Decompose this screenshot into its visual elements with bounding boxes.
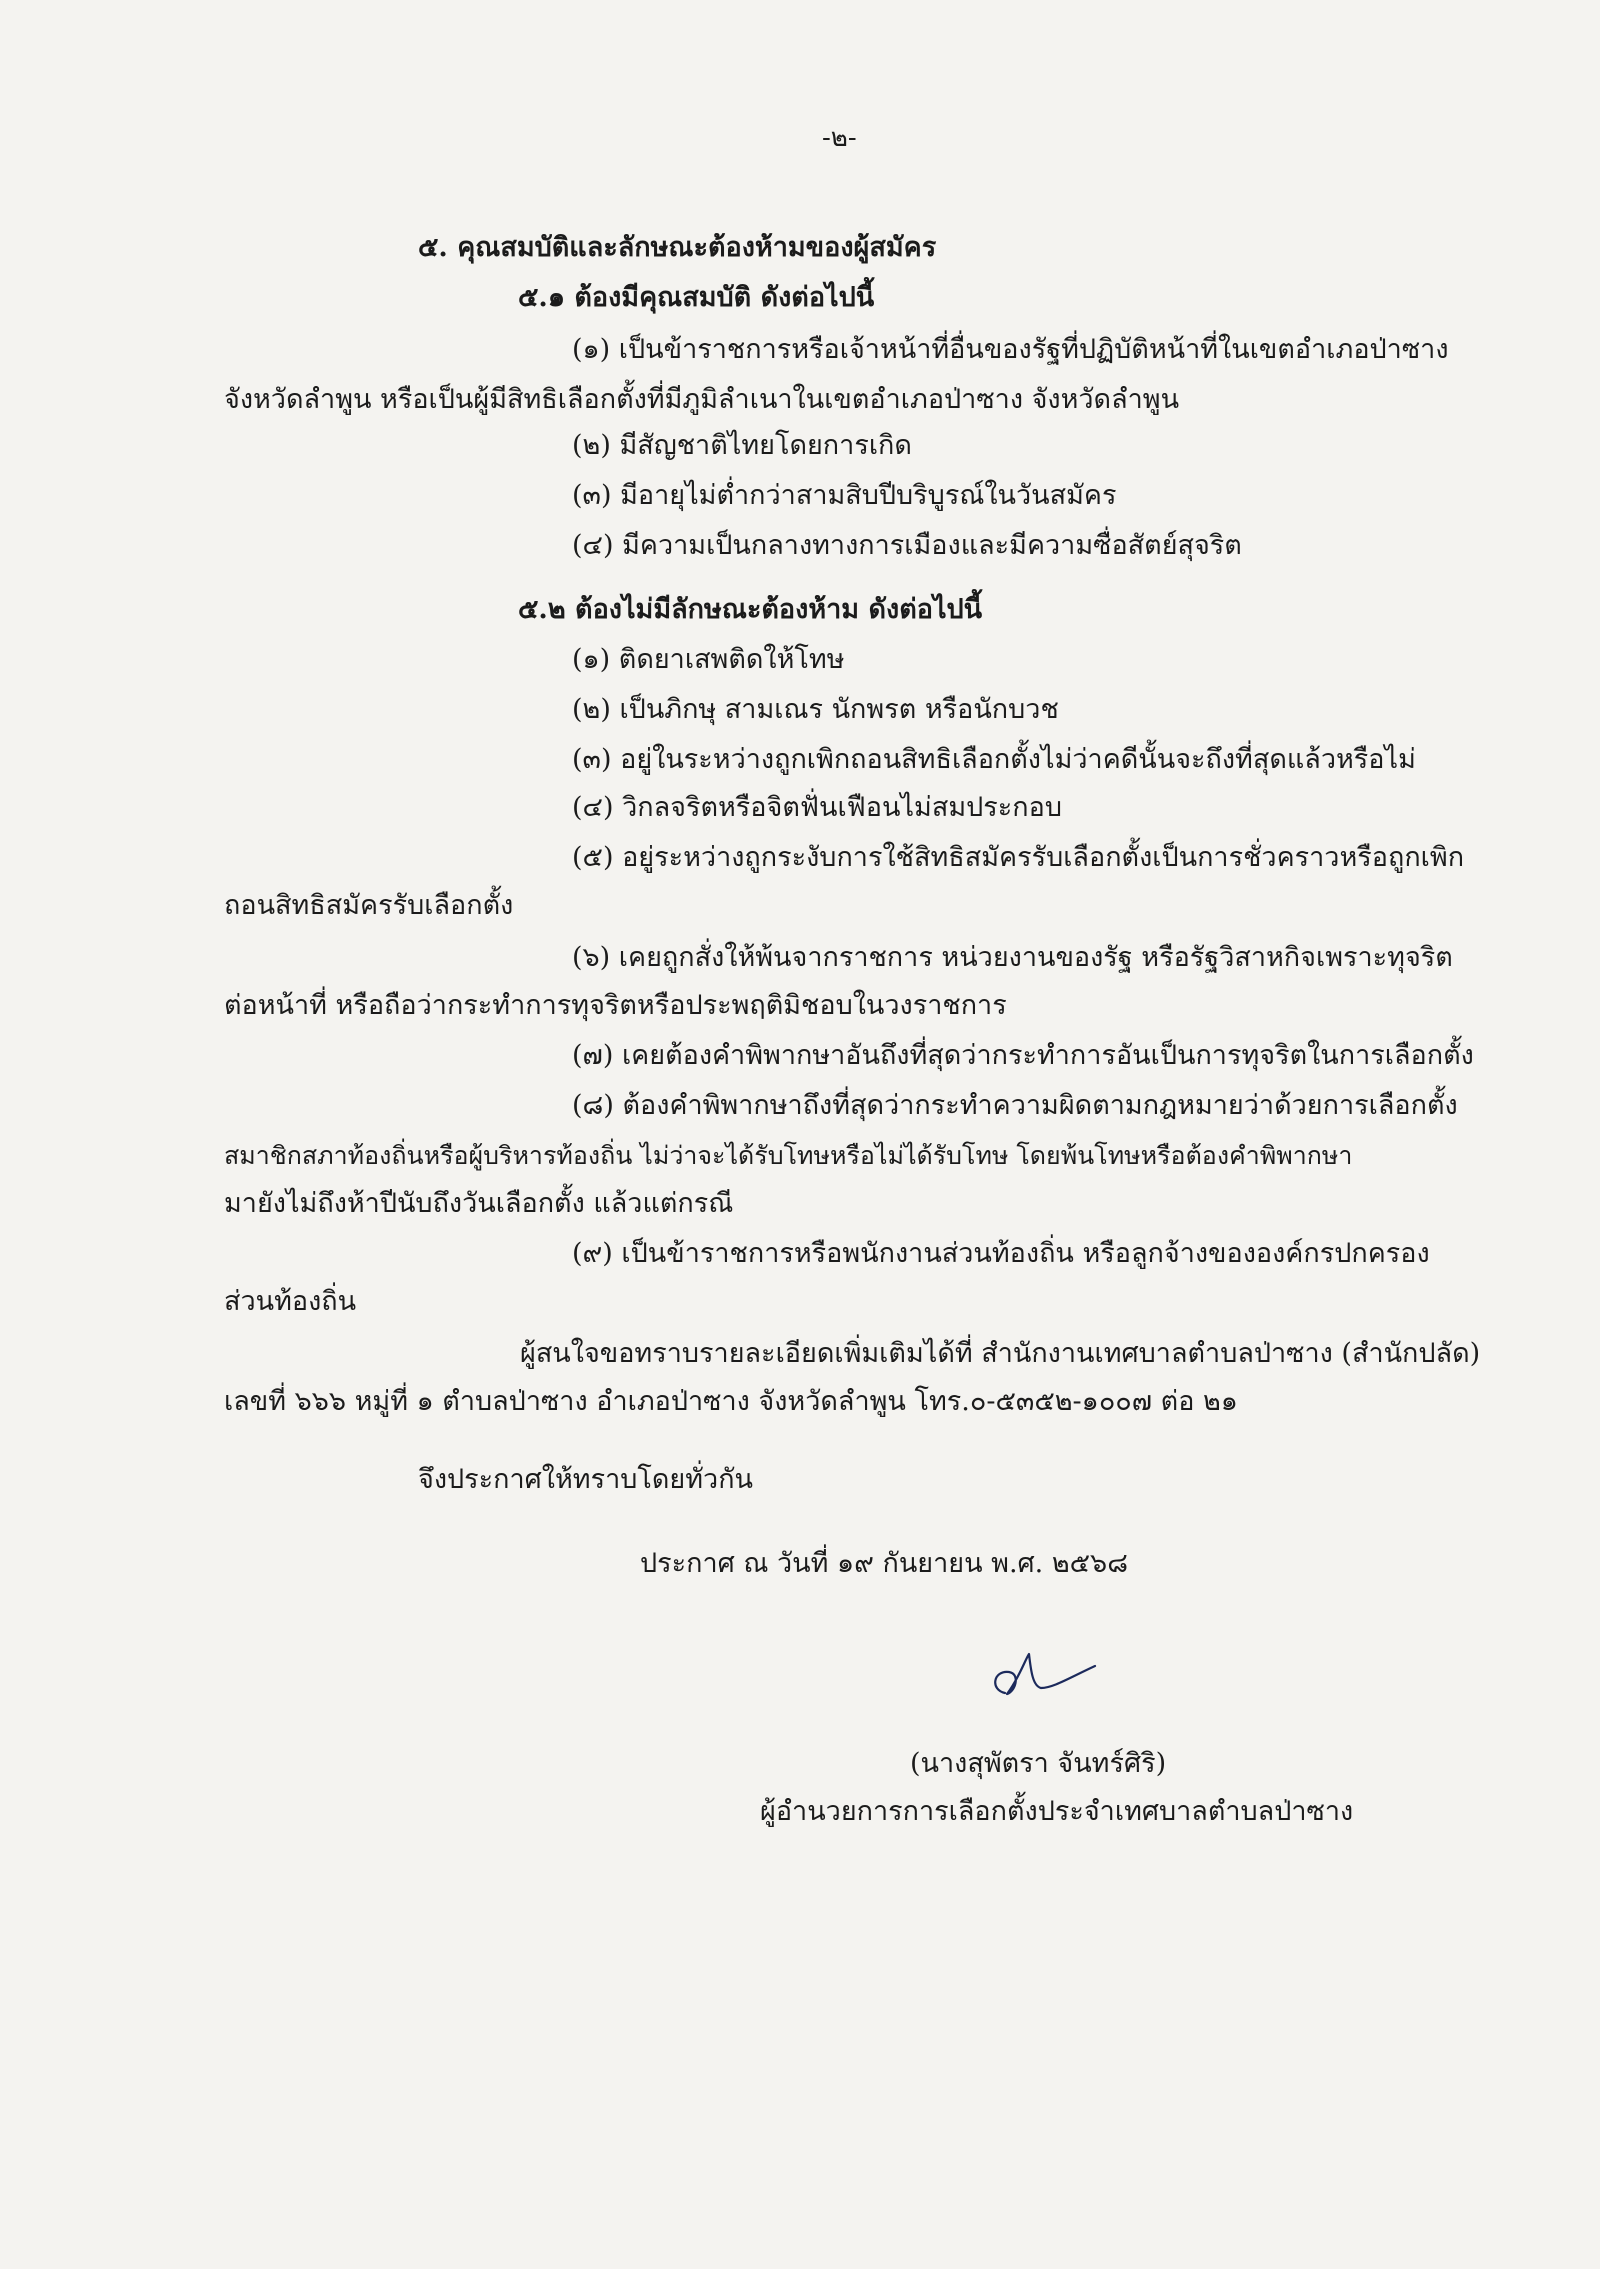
prohibition-2: (๒) เป็นภิกษุ สามเณร นักพรต หรือนักบวช [572,694,1059,725]
page-number: -๒- [822,123,857,153]
prohibition-9-cont: ส่วนท้องถิ่น [224,1286,357,1317]
qualification-1-cont: จังหวัดลำพูน หรือเป็นผู้มีสิทธิเลือกตั้งที่มีภูมิลำเนาในเขตอำเภอป่าซาง จังหวัดลำพูน [224,384,1180,415]
section-5-2-heading: ๕.๒ ต้องไม่มีลักษณะต้องห้าม ดังต่อไปนี้ [518,594,983,625]
qualification-2: (๒) มีสัญชาติไทยโดยการเกิด [572,430,912,461]
signature [985,1648,1105,1708]
contact-line-2: เลขที่ ๖๖๖ หมู่ที่ ๑ ตำบลป่าซาง อำเภอป่าซาง จังหวัดลำพูน โทร.๐-๕๓๕๒-๑๐๐๗ ต่อ ๒๑ [224,1386,1238,1417]
prohibition-6-cont: ต่อหน้าที่ หรือถือว่ากระทำการทุจริตหรือประพฤติมิชอบในวงราชการ [224,990,1007,1021]
prohibition-5: (๕) อยู่ระหว่างถูกระงับการใช้สิทธิสมัครรับเลือกตั้งเป็นการชั่วคราวหรือถูกเพิก [572,842,1465,873]
contact-line-1: ผู้สนใจขอทราบรายละเอียดเพิ่มเติมได้ที่ สำนักงานเทศบาลตำบลป่าซาง (สำนักปลัด) [520,1338,1481,1369]
qualification-1: (๑) เป็นข้าราชการหรือเจ้าหน้าที่อื่นของรัฐที่ปฏิบัติหน้าที่ในเขตอำเภอป่าซาง [572,334,1449,365]
prohibition-9: (๙) เป็นข้าราชการหรือพนักงานส่วนท้องถิ่น หรือลูกจ้างขององค์กรปกครอง [572,1238,1430,1269]
prohibition-8-cont-2: มายังไม่ถึงห้าปีนับถึงวันเลือกตั้ง แล้วแต่กรณี [224,1188,734,1219]
section-5-heading: ๕. คุณสมบัติและลักษณะต้องห้ามของผู้สมัคร [418,232,937,263]
prohibition-8: (๘) ต้องคำพิพากษาถึงที่สุดว่ากระทำความผิดตามกฎหมายว่าด้วยการเลือกตั้ง [572,1090,1458,1121]
prohibition-3: (๓) อยู่ในระหว่างถูกเพิกถอนสิทธิเลือกตั้งไม่ว่าคดีนั้นจะถึงที่สุดแล้วหรือไม่ [572,744,1416,775]
signer-title: ผู้อำนวยการการเลือกตั้งประจำเทศบาลตำบลป่าซาง [760,1796,1354,1827]
signer-name: (นางสุพัตรา จันทร์ศิริ) [910,1748,1167,1779]
announcement-text: จึงประกาศให้ทราบโดยทั่วกัน [418,1464,753,1495]
qualification-3: (๓) มีอายุไม่ต่ำกว่าสามสิบปีบริบูรณ์ในวันสมัคร [572,480,1117,511]
prohibition-6: (๖) เคยถูกสั่งให้พ้นจากราชการ หน่วยงานของรัฐ หรือรัฐวิสาหกิจเพราะทุจริต [572,942,1453,973]
prohibition-5-cont: ถอนสิทธิสมัครรับเลือกตั้ง [224,890,514,921]
announcement-date: ประกาศ ณ วันที่ ๑๙ กันยายน พ.ศ. ๒๕๖๘ [640,1548,1129,1579]
prohibition-1: (๑) ติดยาเสพติดให้โทษ [572,644,845,675]
prohibition-8-cont-1: สมาชิกสภาท้องถิ่นหรือผู้บริหารท้องถิ่น ไม่ว่าจะได้รับโทษหรือไม่ได้รับโทษ โดยพ้นโทษหรือต้องคำพิพากษา [224,1141,1353,1170]
qualification-4: (๔) มีความเป็นกลางทางการเมืองและมีความซื่อสัตย์สุจริต [572,530,1242,561]
section-5-1-heading: ๕.๑ ต้องมีคุณสมบัติ ดังต่อไปนี้ [518,282,875,313]
prohibition-7: (๗) เคยต้องคำพิพากษาอันถึงที่สุดว่ากระทำการอันเป็นการทุจริตในการเลือกตั้ง [572,1040,1474,1071]
prohibition-4: (๔) วิกลจริตหรือจิตฟั่นเฟือนไม่สมประกอบ [572,792,1062,823]
